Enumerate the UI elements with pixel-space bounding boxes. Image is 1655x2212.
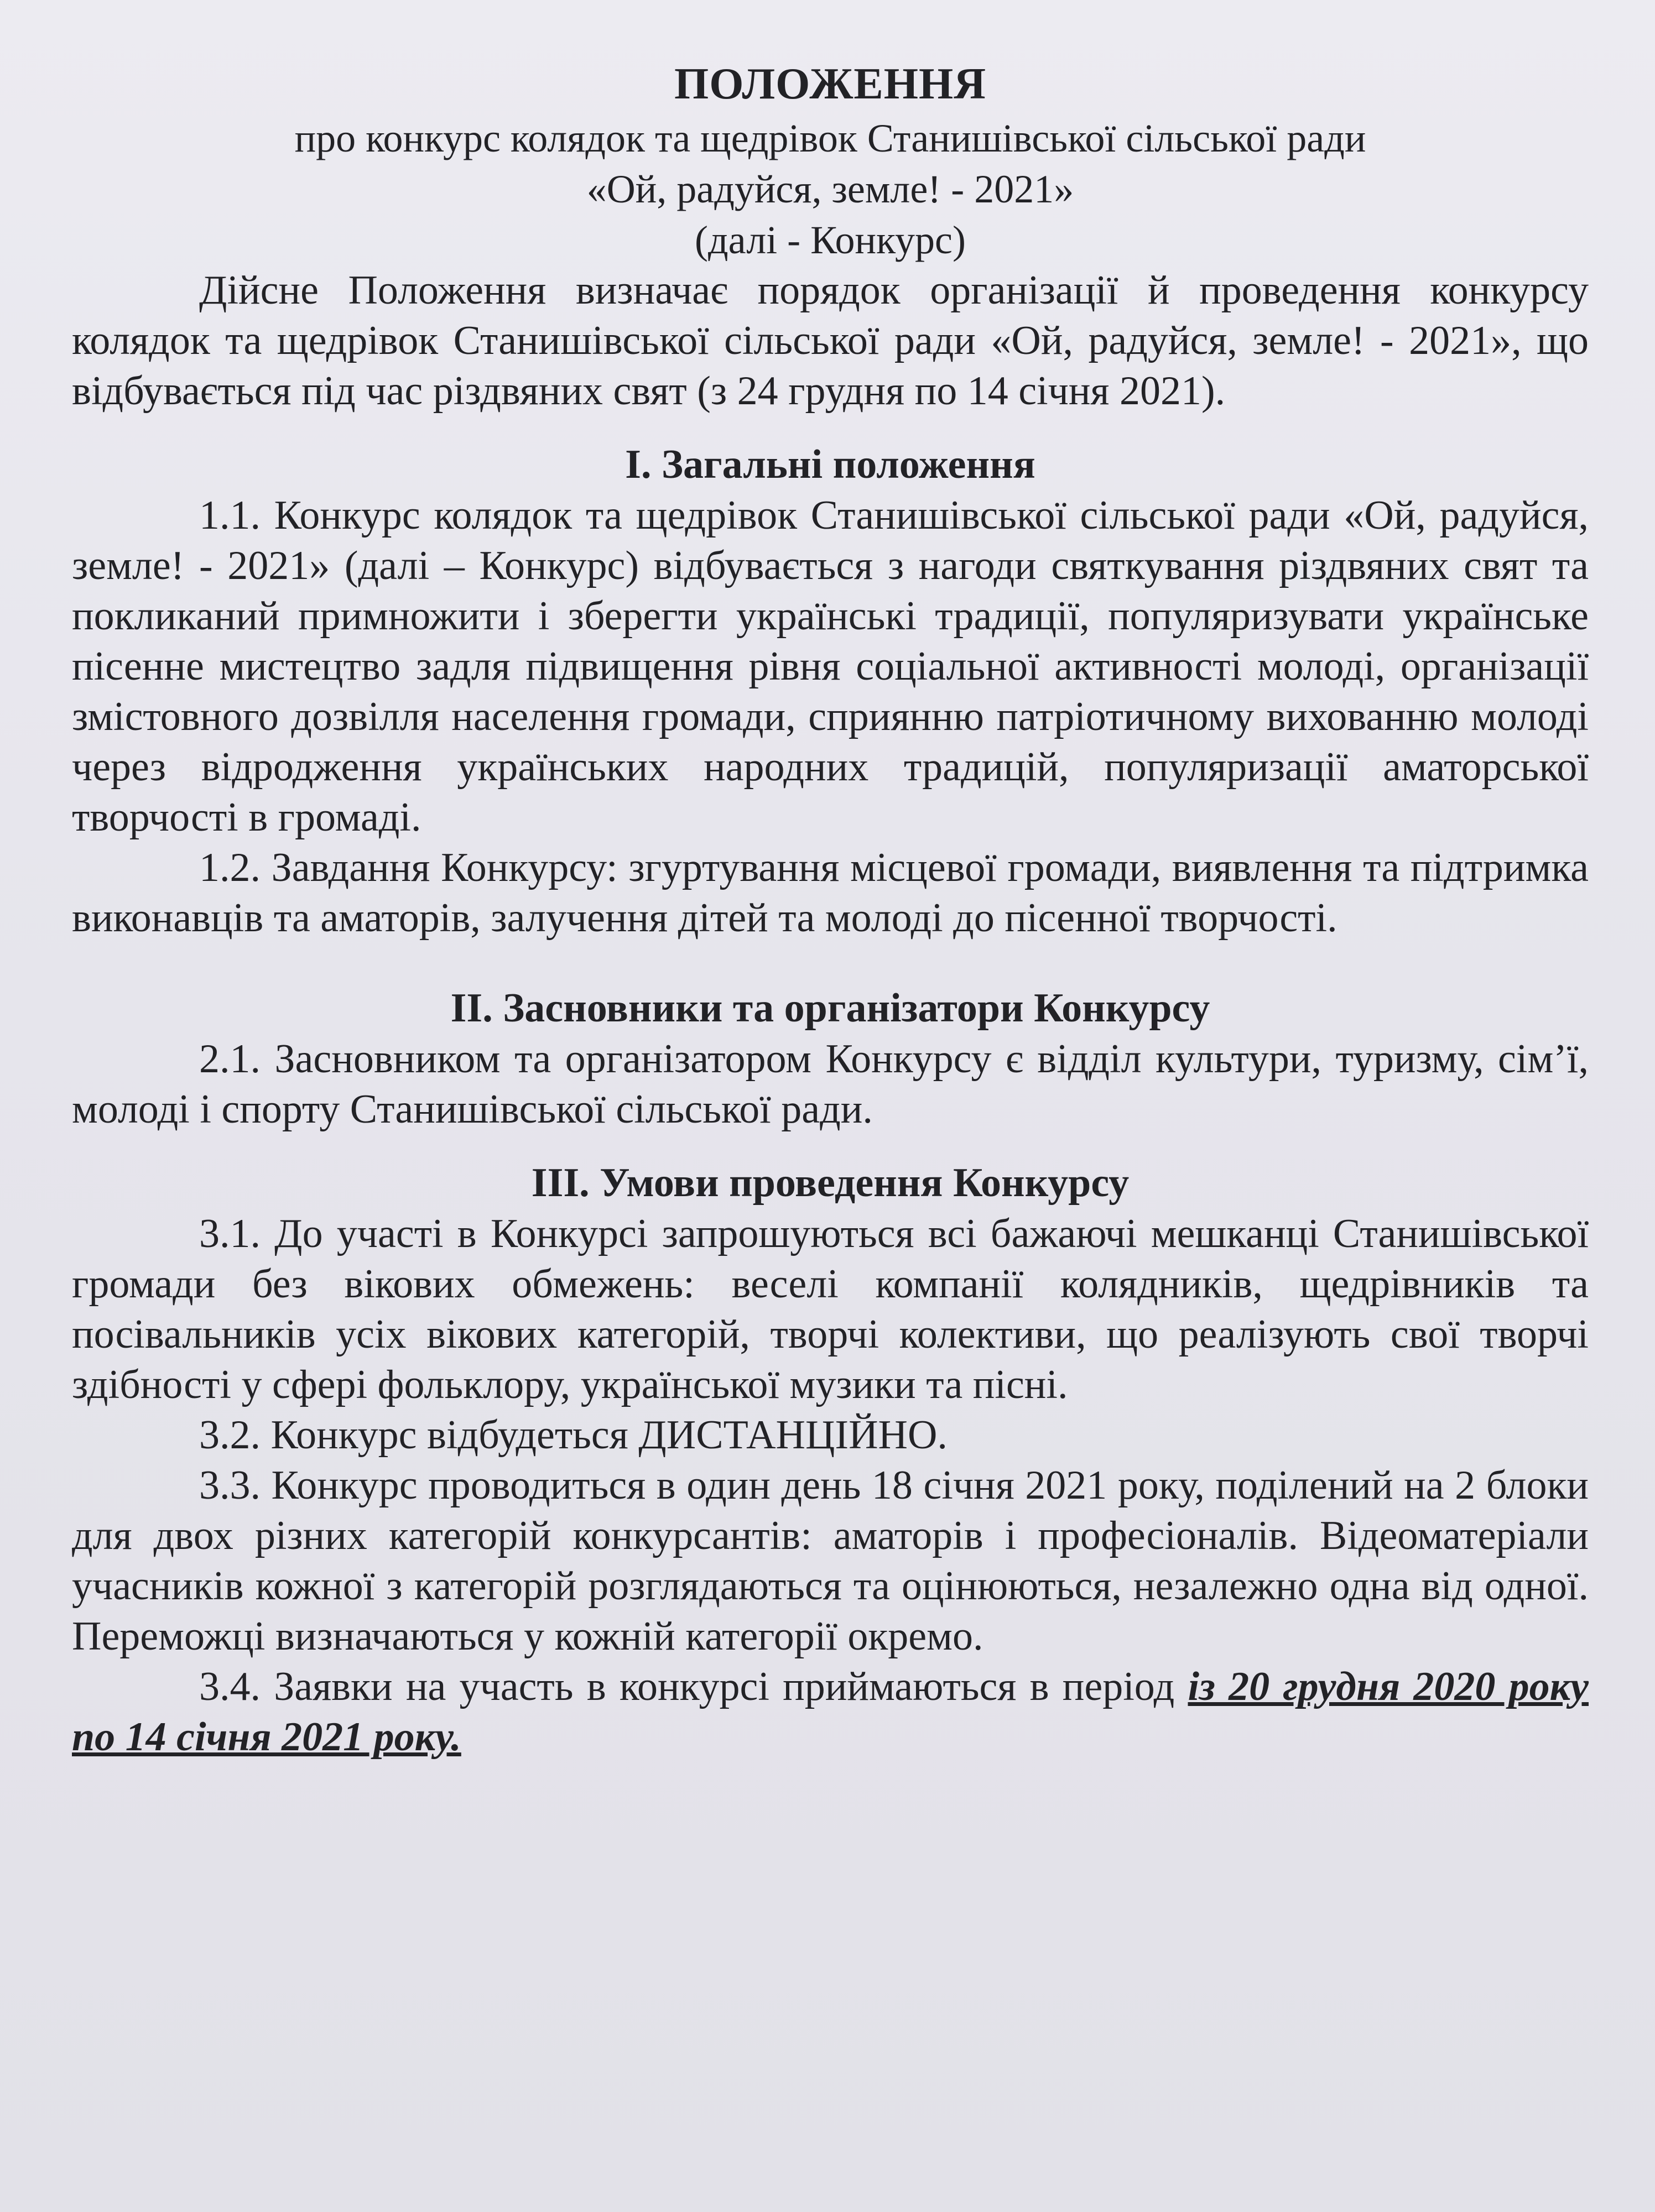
intro-paragraph: Дійсне Положення визначає порядок організації й проведення конкурсу колядок та щедрівок Станишівської сільської ради «Ой, радуйся, земле! - 2021», що відбувається під час різдвяних свят (з 24 грудня по 14 січня 2021). [72,268,1589,414]
clause-1-2: 1.2. Завдання Конкурсу: згуртування місцевої громади, виявлення та підтримка виконавців та аматорів, залучення дітей та молоді до пісенної творчості. [72,845,1589,941]
application-period: із 20 грудня 2020 року по 14 січня 2021 року. [72,1664,1589,1760]
section-general-provisions [72,439,1589,943]
document-title: ПОЛОЖЕННЯ [674,60,986,108]
clause-3-3: 3.3. Конкурс проводиться в один день 18 січня 2021 року, поділений на 2 блоки для двох різних категорій конкурсантів: аматорів і професіоналів. Відеоматеріали учасників кожної з категорій розглядаються та оцінюються, незалежно одна від одної. Переможці визначаються у кожній категорії окремо. [72,1463,1589,1659]
section-founders [72,982,1589,1135]
section-heading: І. Загальні положення [625,442,1035,487]
clause-3-1: 3.1. До участі в Конкурсі запрошуються всі бажаючі мешканці Станишівської громади без вікових обмежень: веселі компанії колядників, щедрівників та посівальників усіх вікових категорій, творчі колективи, що реалізують свої творчі здібності у сфері фольклору, української музики та пісні. [72,1211,1589,1407]
section-heading: ІІІ. Умови проведення Конкурсу [531,1160,1130,1206]
contest-name: «Ой, радуйся, земле! - 2021» [586,167,1074,211]
contest-abbreviation: (далі - Конкурс) [695,218,966,262]
document-header [72,55,1589,265]
clause-3-2: 3.2. Конкурс відбудеться ДИСТАНЦІЙНО. [199,1412,948,1458]
clause-3-4 [72,1662,1589,1762]
section-conditions [72,1157,1589,1762]
section-heading: ІІ. Засновники та організатори Конкурсу [450,985,1210,1031]
document-subtitle: про конкурс колядок та щедрівок Станишівської сільської ради [294,116,1366,160]
clause-3-4-text: 3.4. Заявки на участь в конкурсі приймаються в період [199,1664,1188,1709]
clause-2-1: 2.1. Засновником та організатором Конкурсу є відділ культури, туризму, сім’ї, молоді і спорту Станишівської сільської ради. [72,1036,1589,1132]
clause-1-1: 1.1. Конкурс колядок та щедрівок Станишівської сільської ради «Ой, радуйся, земле! - 2021» (далі – Конкурс) відбувається з нагоди святкування різдвяних свят та покликаний примножити і зберегти українські традиції, популяризувати українське пісенне мистецтво задля підвищення рівня соціальної активності молоді, організації змістовного дозвілля населення громади, сприянню патріотичному вихованню молоді через відродження українських народних традицій, популяризації аматорської творчості в громаді. [72,493,1589,840]
